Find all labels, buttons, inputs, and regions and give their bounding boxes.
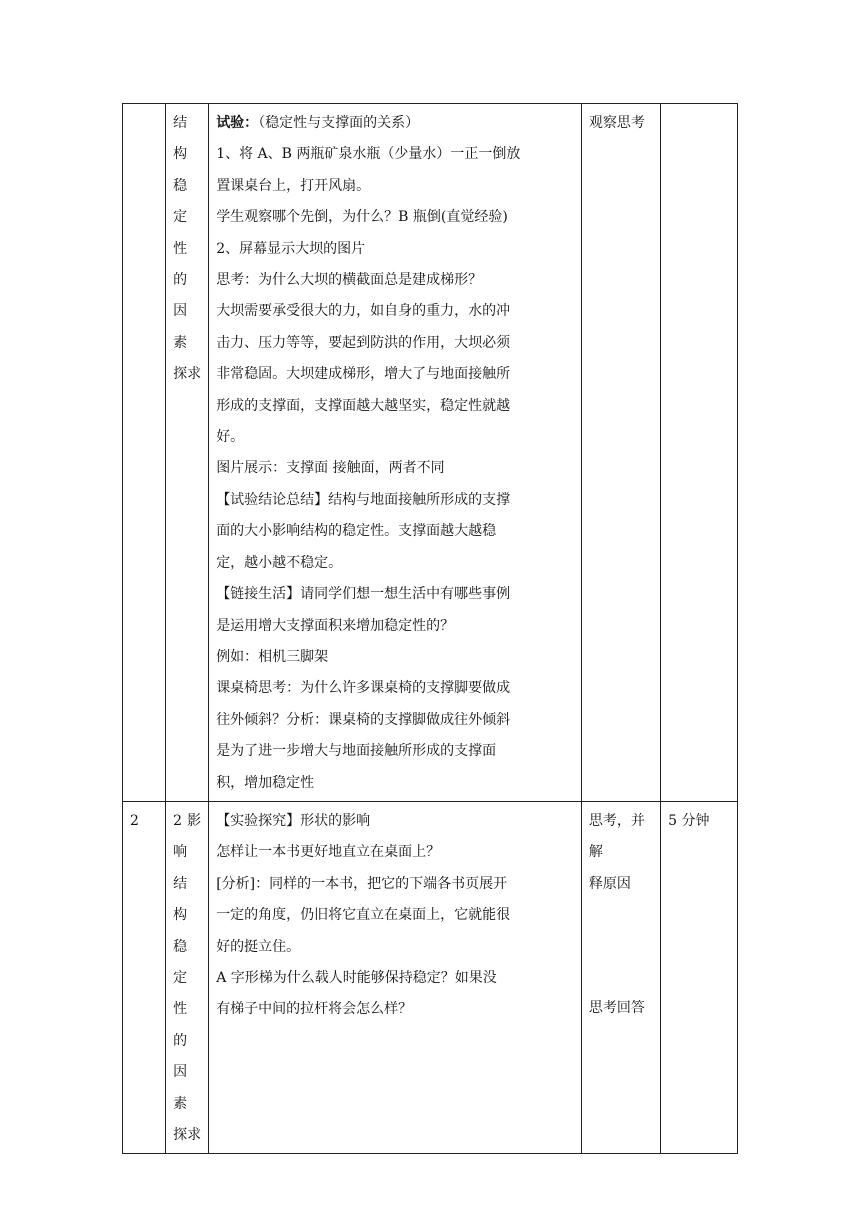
topic-line: 结 构 bbox=[173, 115, 188, 163]
topic-line: 因 素 bbox=[173, 1064, 188, 1112]
topic-line: 性 的 bbox=[173, 1001, 188, 1049]
content-line: 往外倾斜？分析：课桌椅的支撑脚做成往外倾斜 bbox=[216, 711, 511, 728]
student-activity-line: 思考，并解 bbox=[588, 812, 645, 861]
content-line: 击力、压力等等，要起到防洪的作用，大坝必须 bbox=[216, 334, 511, 351]
content-cell bbox=[209, 104, 582, 802]
row-number: 2 bbox=[130, 812, 139, 829]
content-line: A 字形梯为什么载人时能够保持稳定？如果没 bbox=[216, 969, 497, 986]
student-activity-line: 观察思考 bbox=[588, 115, 645, 131]
content-line: [分析]：同样的一本书，把它的下端各书页展开 bbox=[216, 875, 508, 892]
content-line: 怎样让一本书更好地直立在桌面上？ bbox=[216, 844, 441, 861]
topic-line: 探求 bbox=[173, 1127, 202, 1143]
student-activity-line: 思考回答 bbox=[588, 1000, 645, 1017]
topic-line: 结 构 bbox=[173, 875, 188, 924]
experiment-title-bold: 试验： bbox=[216, 115, 259, 131]
topic-line: 2 影响 bbox=[173, 812, 202, 861]
content-line: 2、屏幕显示大坝的图片 bbox=[216, 240, 366, 257]
content-line: 【实验探究】形状的影响 bbox=[216, 812, 371, 829]
student-activity-cell bbox=[581, 801, 660, 1153]
content-line: 形成的支撑面，支撑面越大越坚实，稳定性就越 bbox=[216, 397, 511, 414]
content-line: 【试验结论总结】结构与地面接触所形成的支撑 bbox=[216, 491, 511, 508]
topic-line: 探求 bbox=[173, 366, 202, 383]
content-line: 大坝需要承受很大的力，如自身的重力，水的冲 bbox=[216, 303, 511, 320]
content-line: 好的挺立住。 bbox=[216, 938, 301, 955]
time-cell bbox=[661, 801, 738, 1153]
lesson-plan-table bbox=[122, 103, 738, 1154]
content-line: 课桌椅思考：为什么许多课桌椅的支撑脚要做成 bbox=[216, 680, 511, 697]
content-line: 学生观察哪个先倒，为什么？B 瓶倒(直觉经验) bbox=[216, 209, 508, 226]
content-line: 有梯子中间的拉杆将会怎么样？ bbox=[216, 1001, 413, 1018]
content-line: 【链接生活】请同学们想一想生活中有哪些事例 bbox=[216, 586, 511, 603]
row-number-cell bbox=[123, 801, 166, 1153]
content-line: 思考：为什么大坝的横截面总是建成梯形？ bbox=[216, 272, 483, 289]
topic-line: 稳 定 bbox=[173, 938, 188, 986]
content-line: 图片展示：支撑面 接触面，两者不同 bbox=[216, 460, 445, 477]
time-cell bbox=[661, 104, 738, 802]
content-line: 好。 bbox=[216, 429, 245, 446]
content-line: 一定的角度，仍旧将它直立在桌面上，它就能很 bbox=[216, 907, 511, 924]
table-row bbox=[123, 801, 738, 1153]
student-activity-line: 释原因 bbox=[588, 875, 631, 892]
topic-line: 性 的 bbox=[173, 240, 188, 289]
content-cell bbox=[209, 801, 582, 1153]
time-value: 5 分钟 bbox=[668, 812, 710, 829]
experiment-title-rest: （稳定性与支撑面的关系） bbox=[258, 115, 420, 131]
topic-cell bbox=[166, 801, 209, 1153]
topic-line: 稳 定 bbox=[173, 177, 188, 226]
row-number-cell bbox=[123, 104, 166, 802]
topic-line: 因 素 bbox=[173, 303, 188, 351]
table-row bbox=[123, 104, 738, 802]
experiment-title bbox=[216, 108, 574, 139]
content-line: 非常稳固。大坝建成梯形，增大了与地面接触所 bbox=[216, 366, 511, 383]
content-line: 定，越小越不稳定。 bbox=[216, 554, 343, 571]
content-line: 例如：相机三脚架 bbox=[216, 648, 329, 665]
content-line: 积，增加稳定性 bbox=[216, 774, 315, 791]
content-line: 是为了进一步增大与地面接触所形成的支撑面 bbox=[216, 743, 497, 760]
content-line: 置课桌台上，打开风扇。 bbox=[216, 177, 371, 194]
content-line: 是运用增大支撑面积来增加稳定性的？ bbox=[216, 617, 455, 634]
content-line: 1、将 A、B 两瓶矿泉水瓶（少量水）一正一倒放 bbox=[216, 146, 521, 163]
content-line: 面的大小影响结构的稳定性。支撑面越大越稳 bbox=[216, 523, 497, 540]
student-activity-cell bbox=[581, 104, 660, 802]
topic-cell bbox=[166, 104, 209, 802]
